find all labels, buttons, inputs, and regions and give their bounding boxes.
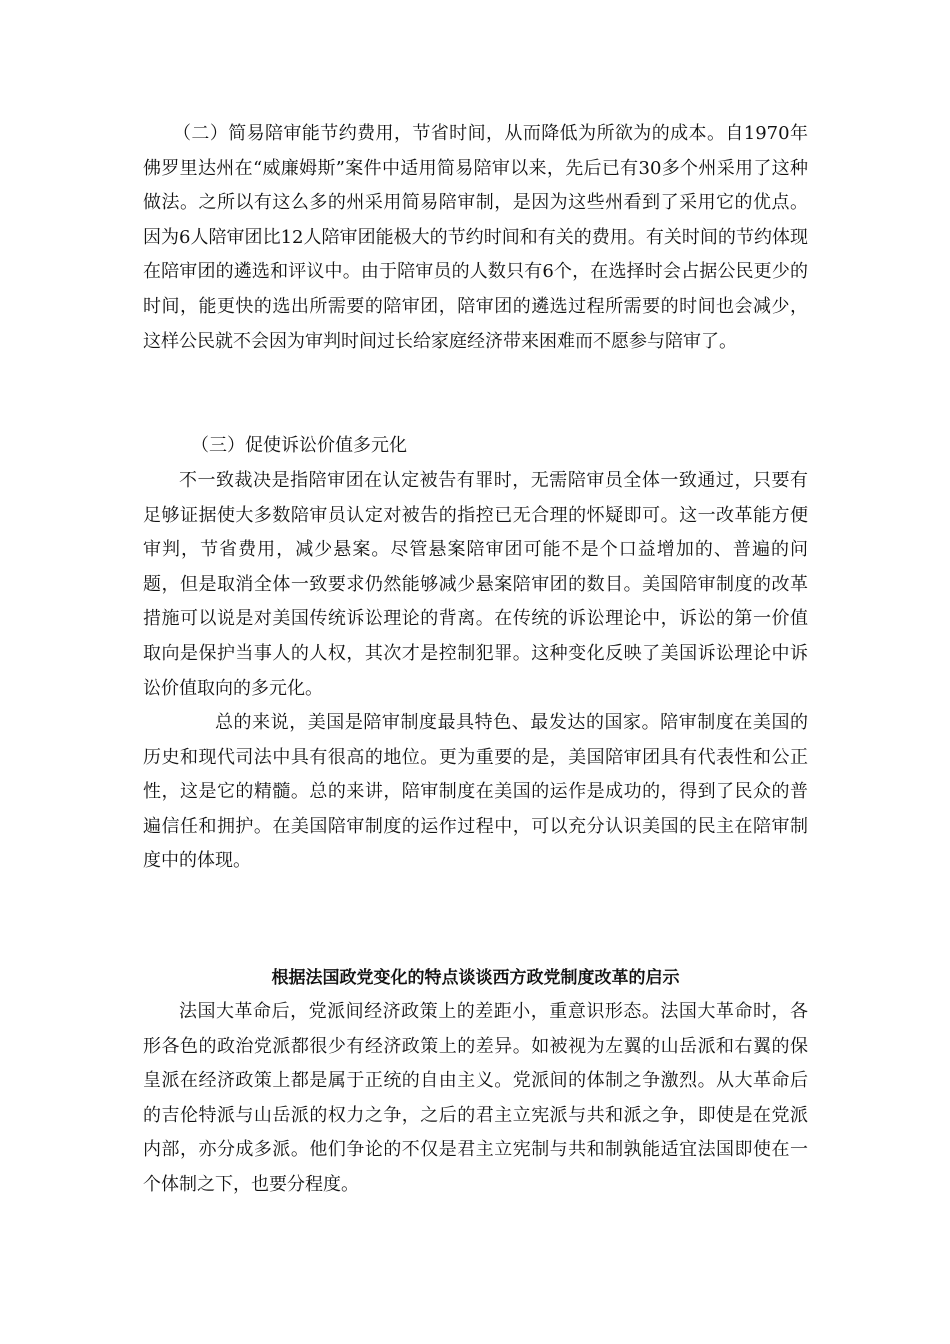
section-title: 根据法国政党变化的特点谈谈西方政党制度改革的启示 — [271, 968, 680, 988]
paragraph-nonunanimous-verdict: 不一致裁决是指陪审团在认定被告有罪时，无需陪审员全体一致通过，只要有足够证据使大多数陪审员认定对被告的指控已无合理的怀疑即可。这一改革能方便审判，节省费用，减少悬案。尽管悬案陪审团可能不是个口益增加的、普遍的问题，但是取消全体一致要求仍然能够减少悬案陪审团的数目。美国陪审制度的改革措施可以说是对美国传统诉讼理论的背离。在传统的诉讼理论中，诉讼的第一价值取向是保护当事人的人权，其次才是控制犯罪。这种变化反映了美国诉讼理论中诉讼价值取向的多元化。 — [143, 470, 808, 699]
subheading-litigation-values: （三）促使诉讼价值多元化 — [191, 435, 407, 456]
paragraph-french-parties: 法国大革命后，党派间经济政策上的差距小，重意识形态。法国大革命时，各形各色的政治党派都很少有经济政策上的差异。如被视为左翼的山岳派和右翼的保皇派在经济政策上都是属于正统的自由主义。党派间的体制之争激烈。从大革命后的吉伦特派与山岳派的权力之争，之后的君主立宪派与共和派之争，即使是在党派内部，亦分成多派。他们争论的不仅是君主立宪制与共和制孰能适宜法国即使在一个体制之下，也要分程度。 — [143, 1001, 808, 1195]
paragraph-simplified-jury: （二）简易陪审能节约费用，节省时间，从而降低为所欲为的成本。自1970年佛罗里达州在“威廉姆斯”案件中适用简易陪审以来，先后已有30多个州采用了这种做法。之所以有这么多的州采用简易陪审制，是因为这些州看到了采用它的优点。因为6人陪审团比12人陪审团能极大的节约时间和有关的费用。有关时间的节约体现在陪审团的遴选和评议中。由于陪审员的人数只有6个，在选择时会占据公民更少的时间，能更快的选出所需要的陪审团，陪审团的遴选过程所需要的时间也会减少，这样公民就不会因为审判时间过长给家庭经济带来困难而不愿参与陪审了。 — [143, 123, 808, 352]
paragraph-conclusion: 总的来说，美国是陪审制度最具特色、最发达的国家。陪审制度在美国的历史和现代司法中具有很高的地位。更为重要的是，美国陪审团具有代表性和公正性，这是它的精髓。总的来讲，陪审制度在美国的运作是成功的，得到了民众的普遍信任和拥护。在美国陪审制度的运作过程中，可以充分认识美国的民主在陪审制度中的体现。 — [143, 712, 808, 872]
